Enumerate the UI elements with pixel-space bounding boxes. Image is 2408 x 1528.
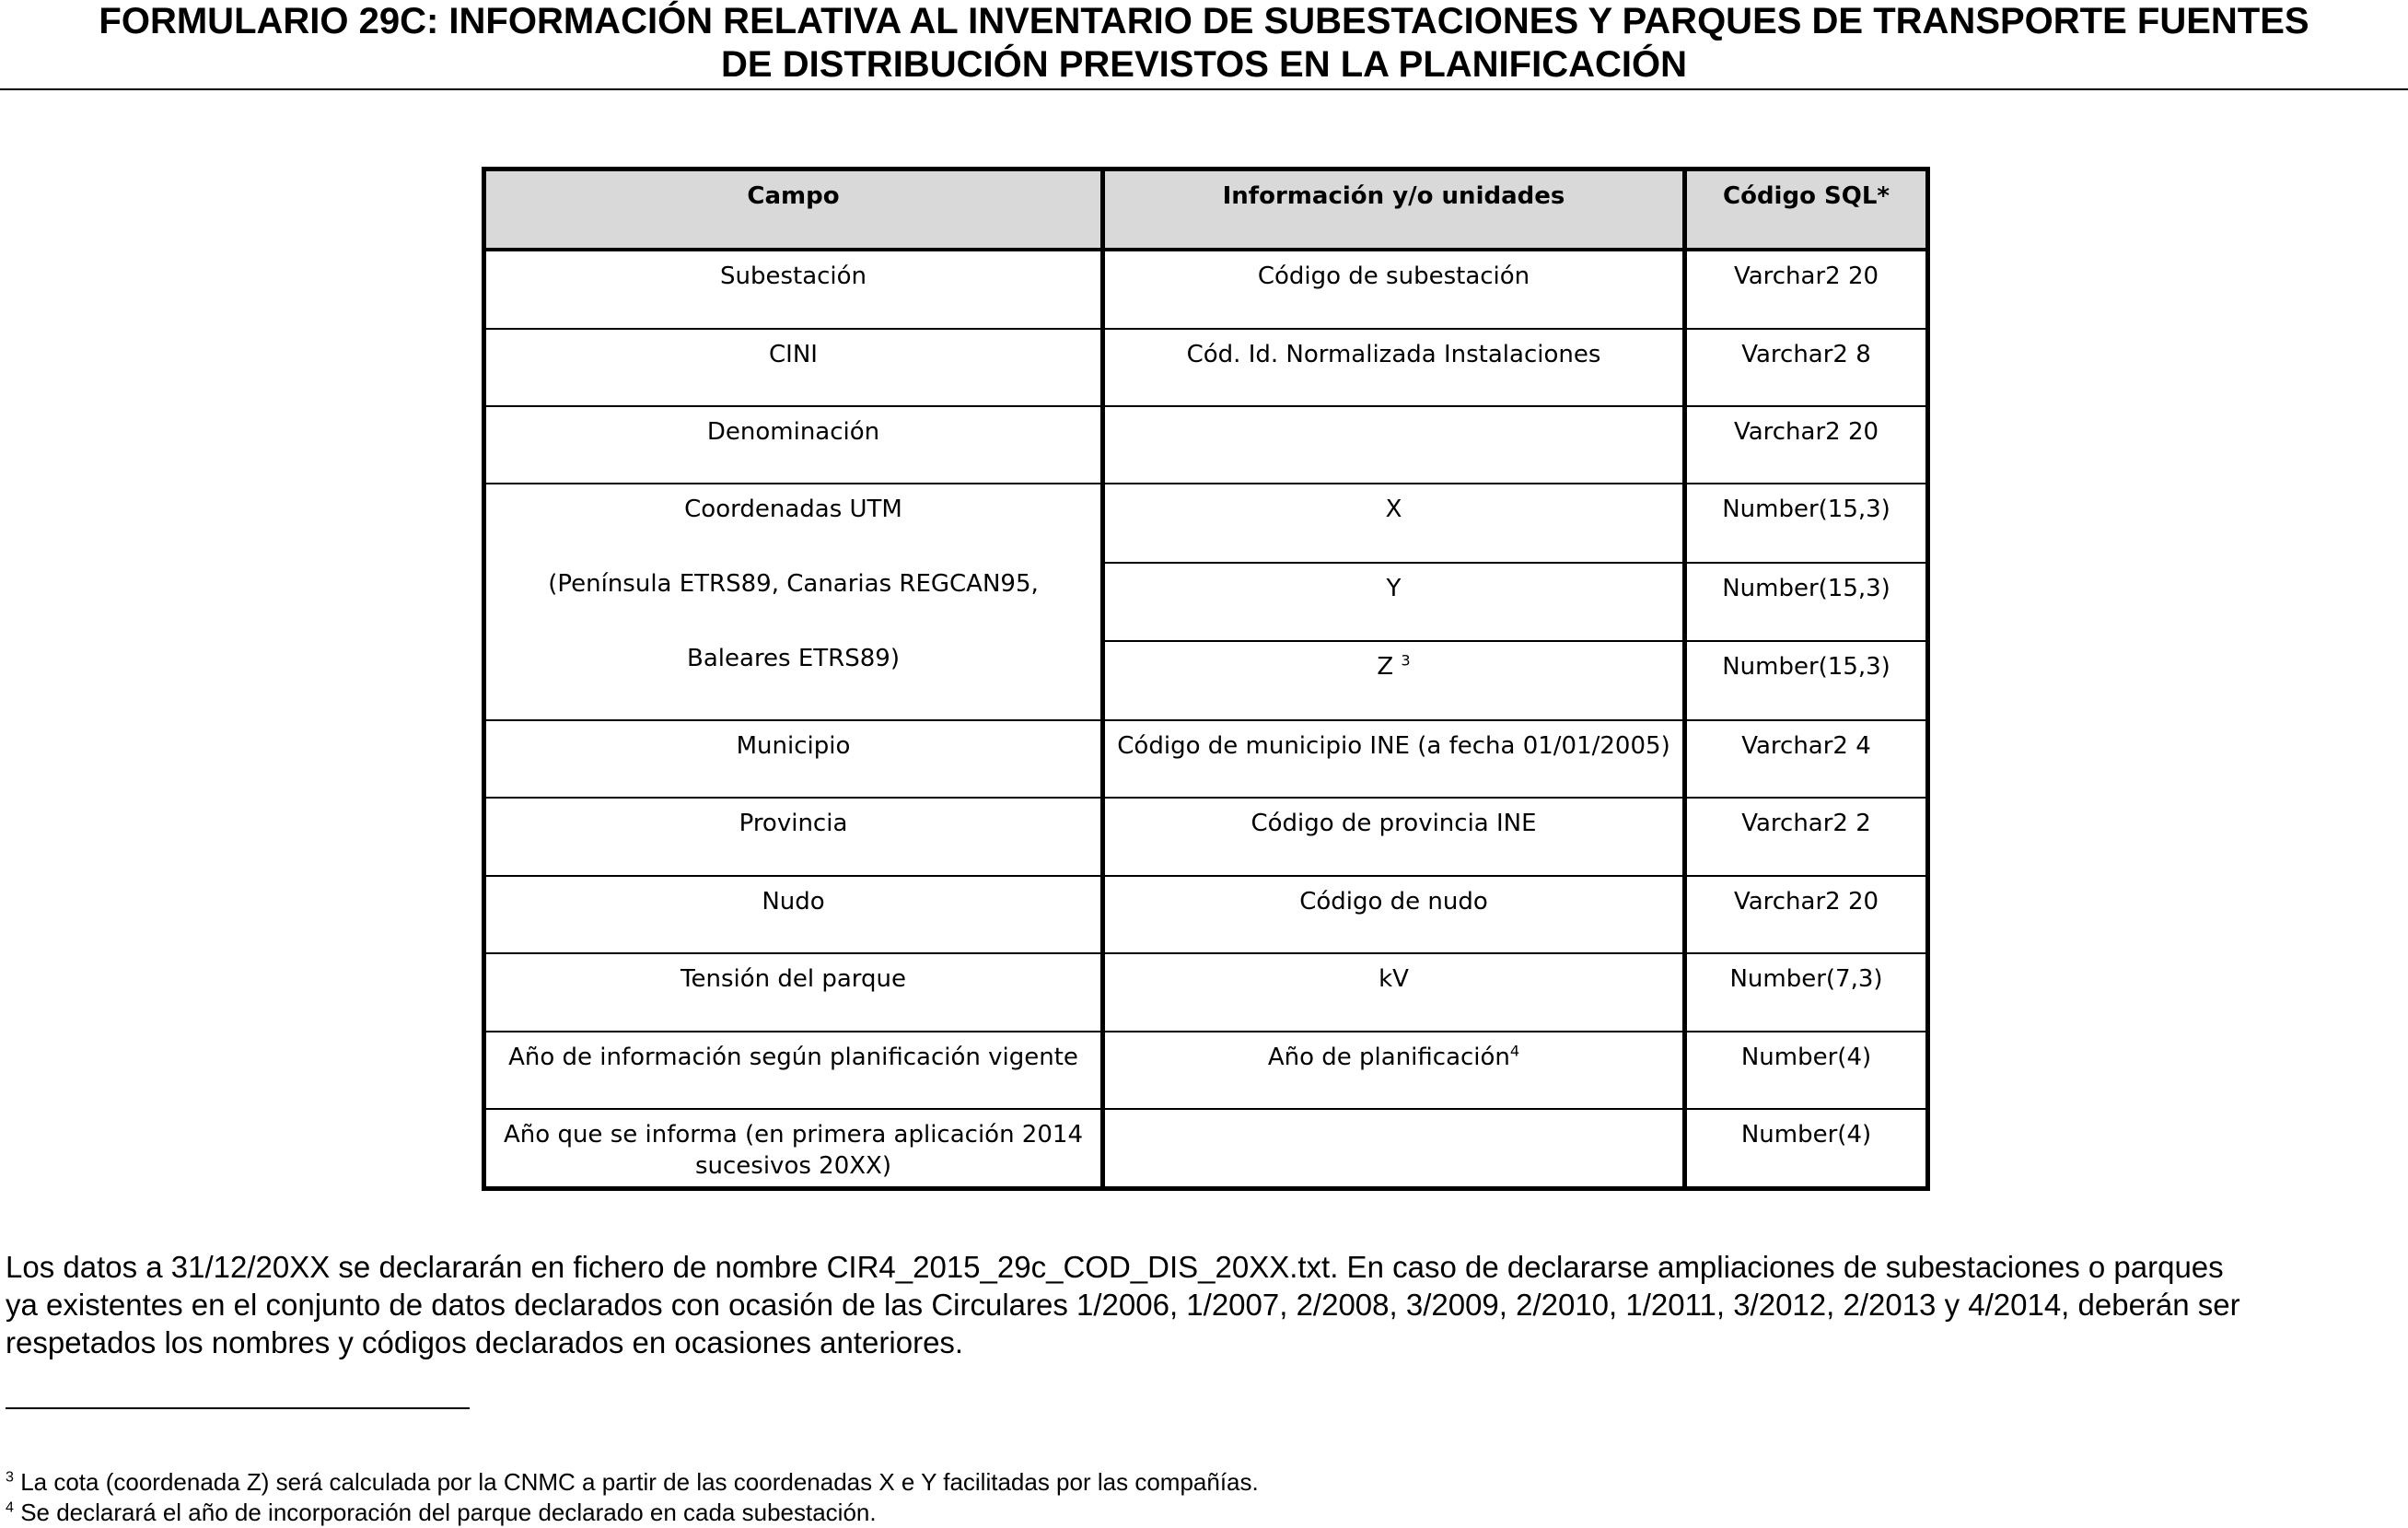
cell-campo: Provincia <box>484 798 1103 875</box>
footnote-4 <box>6 1498 2400 1528</box>
footnote-mark: 4 <box>6 1499 14 1516</box>
cell-info <box>1103 1032 1685 1109</box>
form-29c-table <box>482 167 1930 1191</box>
document-title <box>0 0 2408 87</box>
cell-info <box>1103 406 1685 484</box>
cell-info-text: Año de planificación <box>1267 1043 1510 1071</box>
footnote-mark: 3 <box>6 1468 14 1486</box>
footnote-ref-4: 4 <box>1509 1042 1520 1060</box>
table-row <box>484 1109 1928 1188</box>
cell-sql: Number(4) <box>1685 1032 1928 1109</box>
title-line-2: DE DISTRIBUCIÓN PREVISTOS EN LA PLANIFICACIÓN <box>721 44 1687 85</box>
table-row <box>484 720 1928 798</box>
footnote-divider <box>6 1407 470 1409</box>
paragraph-line-3: respetados los nombres y códigos declarados en ocasiones anteriores. <box>6 1325 964 1359</box>
table-row <box>484 329 1928 406</box>
footnote-text: La cota (coordenada Z) será calculada por la CNMC a partir de las coordenadas X e Y facilitadas por las compañías. <box>13 1468 1259 1496</box>
cell-info: Código de municipio INE (a fecha 01/01/2005) <box>1103 720 1685 798</box>
table-header-row <box>484 169 1928 251</box>
cell-info: Cód. Id. Normalizada Instalaciones <box>1103 329 1685 406</box>
footnotes <box>6 1467 2400 1528</box>
coord-label-line-3: Baleares ETRS89) <box>687 645 900 673</box>
cell-sql: Varchar2 4 <box>1685 720 1928 798</box>
cell-info: Código de subestación <box>1103 250 1685 329</box>
cell-campo: Año de información según planificación vigente <box>484 1032 1103 1109</box>
paragraph-line-2: ya existentes en el conjunto de datos declarados con ocasión de las Circulares 1/2006, 1/2007, 2/2008, 3/2009, 2/2010, 1/2011, 3/2012, 2/2013 y 4/2014, deberán ser <box>6 1288 2240 1322</box>
footnote-text: Se declarará el año de incorporación del parque declarado en cada subestación. <box>13 1499 877 1526</box>
table-row <box>484 484 1928 563</box>
cell-info: X <box>1103 484 1685 563</box>
header-codigo-sql: Código SQL* <box>1685 169 1928 251</box>
header-campo: Campo <box>484 169 1103 251</box>
cell-campo: Nudo <box>484 876 1103 953</box>
cell-campo: Denominación <box>484 406 1103 484</box>
title-line-1: FORMULARIO 29C: INFORMACIÓN RELATIVA AL INVENTARIO DE SUBESTACIONES Y PARQUES DE TRANSPORTE FUENTES <box>99 1 2309 41</box>
cell-sql: Number(4) <box>1685 1109 1928 1188</box>
cell-info: Código de provincia INE <box>1103 798 1685 875</box>
footnote-3 <box>6 1467 2400 1498</box>
cell-campo-line-2: sucesivos 20XX) <box>694 1152 892 1181</box>
cell-sql: Varchar2 20 <box>1685 250 1928 329</box>
cell-sql: Varchar2 20 <box>1685 876 1928 953</box>
cell-sql: Number(15,3) <box>1685 641 1928 720</box>
body-paragraph <box>6 1248 2400 1361</box>
cell-campo: Subestación <box>484 250 1103 329</box>
table-row <box>484 876 1928 953</box>
cell-info <box>1103 641 1685 720</box>
cell-campo: Municipio <box>484 720 1103 798</box>
cell-campo: Tensión del parque <box>484 953 1103 1031</box>
cell-sql: Varchar2 2 <box>1685 798 1928 875</box>
cell-sql: Number(7,3) <box>1685 953 1928 1031</box>
cell-info <box>1103 1109 1685 1188</box>
cell-campo-line-1: Año que se informa (en primera aplicación 2014 <box>504 1121 1083 1149</box>
cell-sql: Number(15,3) <box>1685 563 1928 642</box>
table-row <box>484 406 1928 484</box>
cell-info: kV <box>1103 953 1685 1031</box>
paragraph-line-1: Los datos a 31/12/20XX se declararán en fichero de nombre CIR4_2015_29c_COD_DIS_20XX.txt. En caso de declararse ampliaciones de subestaciones o parques <box>6 1250 2224 1284</box>
cell-info: Y <box>1103 563 1685 642</box>
header-informacion: Información y/o unidades <box>1103 169 1685 251</box>
table-row <box>484 250 1928 329</box>
cell-info: Código de nudo <box>1103 876 1685 953</box>
cell-campo: CINI <box>484 329 1103 406</box>
cell-campo-coordenadas <box>484 484 1103 720</box>
coord-label-line-2: (Península ETRS89, Canarias REGCAN95, <box>548 570 1039 599</box>
coord-label-line-1: Coordenadas UTM <box>684 496 902 524</box>
cell-campo <box>484 1109 1103 1188</box>
table-row <box>484 798 1928 875</box>
cell-sql: Number(15,3) <box>1685 484 1928 563</box>
cell-sql: Varchar2 20 <box>1685 406 1928 484</box>
footnote-ref-3: 3 <box>1401 651 1411 670</box>
title-divider <box>0 88 2408 90</box>
cell-info-text: Z <box>1377 653 1394 682</box>
cell-sql: Varchar2 8 <box>1685 329 1928 406</box>
table-row <box>484 1032 1928 1109</box>
table-row <box>484 953 1928 1031</box>
